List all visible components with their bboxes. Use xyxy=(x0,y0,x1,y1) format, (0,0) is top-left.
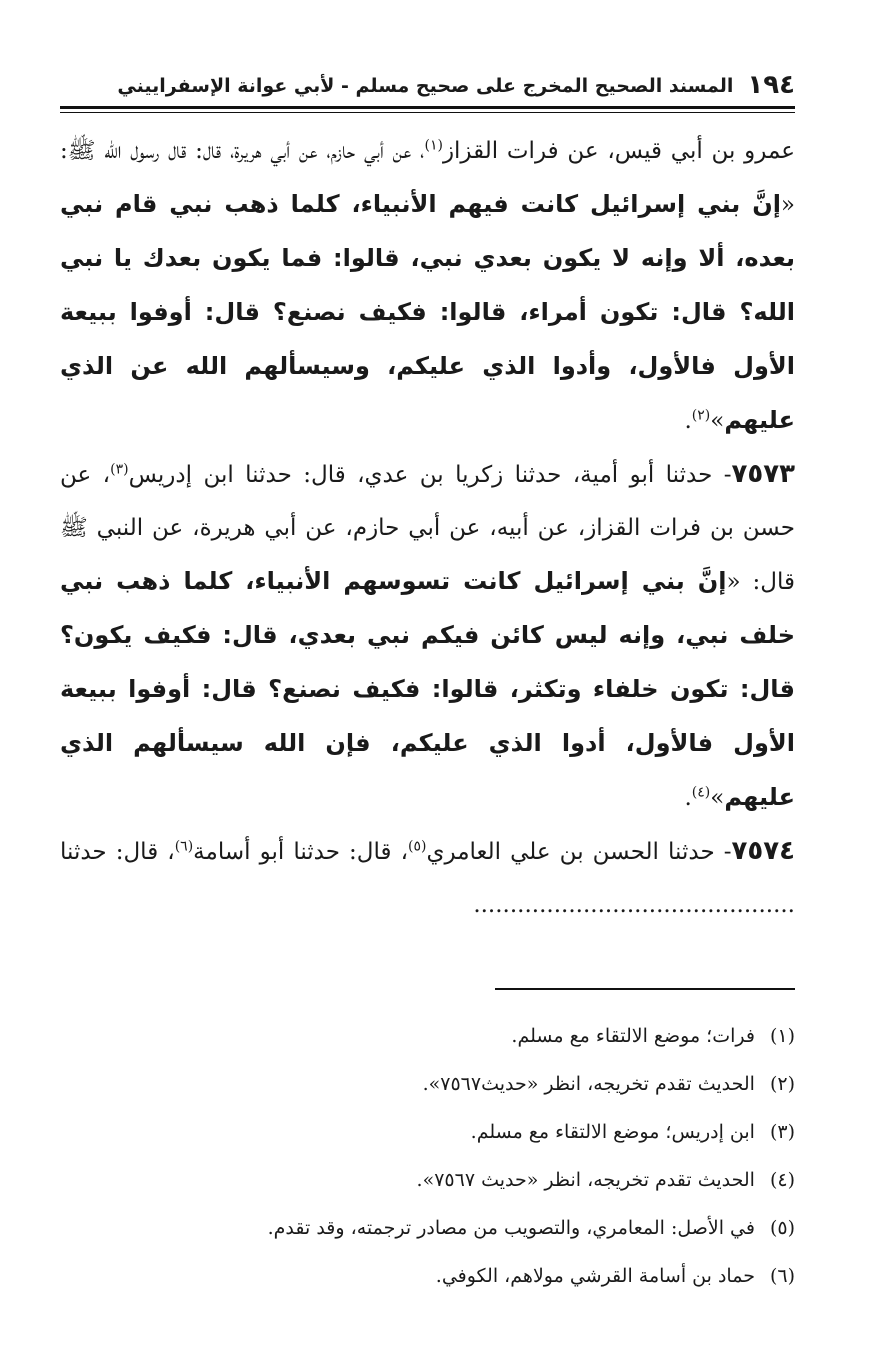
footnote-ref: (٣) xyxy=(110,461,129,478)
book-page xyxy=(60,60,795,1300)
footnote-1 xyxy=(60,1012,795,1060)
text-span: ، عن أبي حازم، عن أبي هريرة، قال: قال رسول الله ﷺ: « xyxy=(60,138,795,218)
footnote-text: الحديث تقدم تخريجه، انظر «حديث٧٥٦٧». xyxy=(422,1073,755,1095)
dotted-leader: ............................................ xyxy=(473,892,795,918)
running-title: المسند الصحيح المخرج على صحيح مسلم - لأبي عوانة الإسفراييني xyxy=(117,75,734,97)
footnote-2 xyxy=(60,1060,795,1108)
footnote-3 xyxy=(60,1108,795,1156)
footnote-number: (١) xyxy=(769,1025,795,1047)
footnote-text: حماد بن أسامة القرشي مولاهم، الكوفي. xyxy=(435,1265,755,1287)
paragraph-continuation xyxy=(60,125,795,448)
footnote-ref: (٦) xyxy=(174,838,194,855)
text-span: ، قال: حدثنا أبو أسامة xyxy=(193,839,409,865)
hadith-text: إنَّ بني إسرائيل كانت تسوسهم الأنبياء، كلما ذهب نبي خلف نبي، وإنه ليس كائن فيكم نبي بعدي، قال: فكيف يكون؟ قال: تكون خلفاء وتكثر، قالوا: فكيف نصنع؟ قال: أوفوا ببيعة الأول فالأول، أدوا الذي عليكم، فإن الله سيسألهم الذي عليهم xyxy=(60,567,795,811)
footnote-5 xyxy=(60,1204,795,1252)
footnote-number: (٥) xyxy=(769,1217,795,1239)
hadith-number: ٧٥٧٣ xyxy=(731,459,795,489)
text-span: . xyxy=(684,785,692,811)
hadith-number: ٧٥٧٤ xyxy=(731,836,796,866)
text-span: عمرو بن أبي قيس، عن فرات القزاز xyxy=(442,138,795,164)
text-span: . xyxy=(684,408,692,434)
footnote-separator xyxy=(495,988,795,990)
paragraph-hadith-7574 xyxy=(60,825,795,932)
main-text xyxy=(60,125,795,932)
text-span: ، قال: حدثنا xyxy=(60,839,175,865)
footnote-number: (٣) xyxy=(769,1121,795,1143)
footnotes xyxy=(60,1012,795,1300)
footnote-text: ابن إدريس؛ موضع الالتقاء مع مسلم. xyxy=(470,1121,755,1143)
paragraph-hadith-7573 xyxy=(60,448,795,825)
running-header xyxy=(60,60,795,100)
footnote-number: (٤) xyxy=(769,1169,795,1191)
footnote-4 xyxy=(60,1156,795,1204)
footnote-number: (٦) xyxy=(769,1265,795,1287)
page-number: ١٩٤ xyxy=(747,70,795,100)
text-span: ، عن حسن بن فرات القزاز، عن أبيه، عن أبي حازم، عن أبي هريرة، عن النبي ﷺ قال: « xyxy=(60,462,795,595)
footnote-ref: (١) xyxy=(424,137,443,154)
footnote-6 xyxy=(60,1252,795,1300)
text-span: - حدثنا الحسن بن علي العامري xyxy=(426,839,732,865)
text-span: - حدثنا أبو أمية، حدثنا زكريا بن عدي، قال: حدثنا ابن إدريس xyxy=(128,462,732,488)
footnote-text: في الأصل: المعامري، والتصويب من مصادر ترجمته، وقد تقدم. xyxy=(267,1217,755,1239)
text-span: » xyxy=(710,408,725,434)
text-span: » xyxy=(710,785,725,811)
footnote-ref: (٢) xyxy=(691,407,711,424)
footnote-ref: (٤) xyxy=(691,784,711,801)
header-rule-thick xyxy=(60,106,795,109)
footnote-number: (٢) xyxy=(769,1073,795,1095)
footnote-text: الحديث تقدم تخريجه، انظر «حديث ٧٥٦٧». xyxy=(416,1169,755,1191)
footnote-text: فرات؛ موضع الالتقاء مع مسلم. xyxy=(511,1025,755,1047)
header-rule-thin xyxy=(60,112,795,113)
footnote-ref: (٥) xyxy=(408,838,427,855)
hadith-text: إنَّ بني إسرائيل كانت فيهم الأنبياء، كلما ذهب نبي قام نبي بعده، ألا وإنه لا يكون بعدي نبي، قالوا: فما يكون بعدك يا نبي الله؟ قال: تكون أمراء، قالوا: فكيف نصنع؟ قال: أوفوا ببيعة الأول فالأول، وأدوا الذي عليكم، وسيسألهم الله عن الذي عليهم xyxy=(60,190,795,434)
